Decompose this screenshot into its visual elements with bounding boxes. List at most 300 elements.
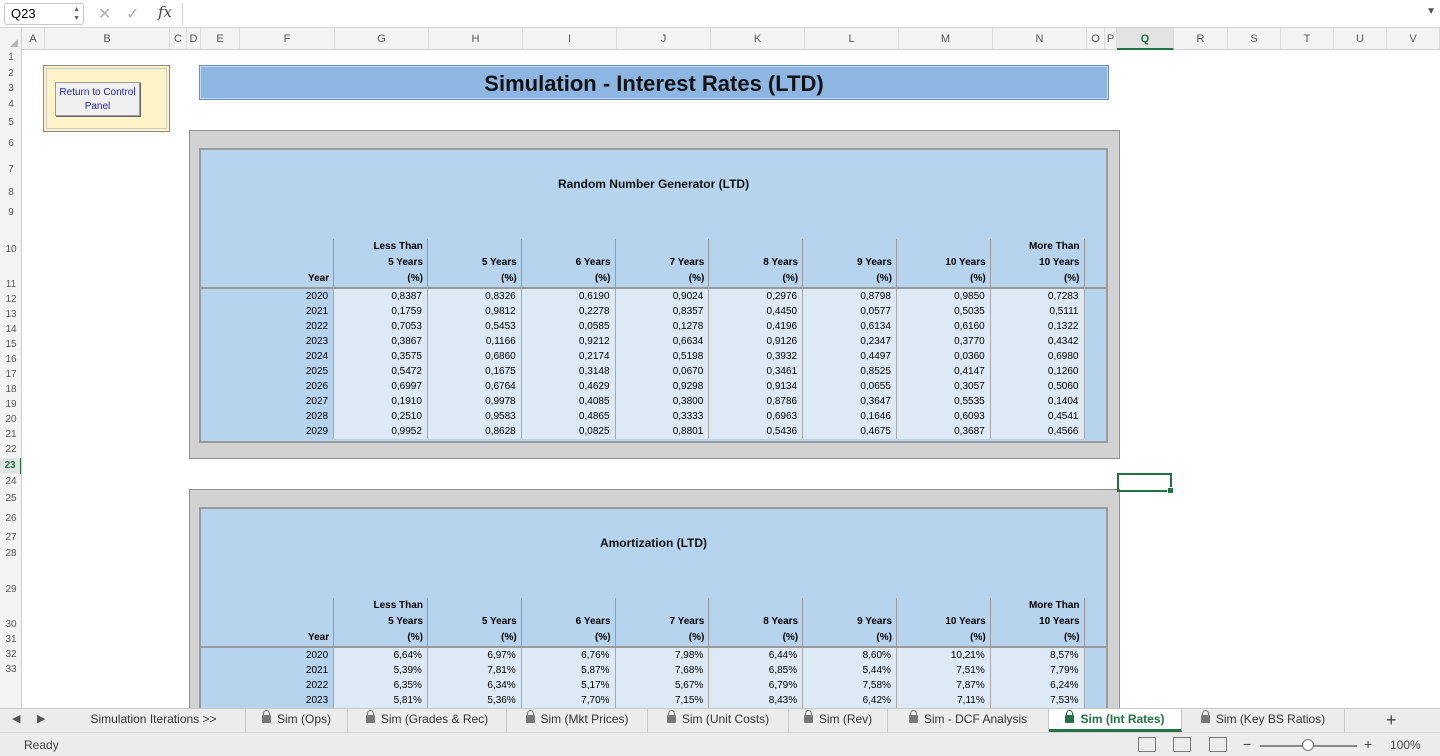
sheet-tab-label: Sim (Ops) (277, 712, 331, 726)
table-column-header (709, 598, 803, 647)
value-cell[interactable]: 6,42% (803, 693, 897, 708)
header-line: 10 Years (1039, 257, 1080, 268)
value-cell[interactable]: 0,0670 (615, 364, 709, 379)
table-column-header (709, 239, 803, 288)
value-cell[interactable]: 7,11% (896, 693, 990, 708)
value-cell[interactable]: 6,44% (709, 647, 803, 663)
year-cell[interactable]: 2021 (201, 663, 334, 678)
row-header-3[interactable]: 3 (8, 83, 14, 94)
value-cell[interactable]: 0,8801 (615, 424, 709, 439)
header-line: (%) (1063, 632, 1080, 643)
row-header-27[interactable]: 27 (5, 532, 17, 543)
row-header-31[interactable]: 31 (5, 634, 17, 645)
value-cell[interactable]: 0,6134 (803, 319, 897, 334)
column-header-u[interactable]: U (1334, 28, 1387, 50)
value-cell[interactable]: 0,4147 (896, 364, 990, 379)
column-header-b[interactable]: B (45, 28, 170, 50)
row-header-25[interactable]: 25 (5, 493, 17, 504)
page-break-view-icon[interactable] (1209, 737, 1227, 752)
value-cell[interactable]: 7,79% (990, 663, 1084, 678)
value-cell[interactable]: 7,53% (990, 693, 1084, 708)
table-edge (1084, 288, 1106, 304)
year-cell[interactable]: 2025 (201, 364, 334, 379)
row-header-4[interactable]: 4 (8, 99, 14, 110)
sheet-tab-7[interactable] (888, 709, 1049, 732)
value-cell[interactable]: 0,5198 (615, 349, 709, 364)
row-header-11[interactable]: 11 (5, 279, 17, 290)
lock-icon (366, 715, 375, 723)
table-edge (1084, 663, 1106, 678)
value-cell[interactable]: 0,6764 (427, 379, 521, 394)
table-row (201, 319, 1106, 334)
value-cell[interactable]: 0,4566 (990, 424, 1084, 439)
row-header-15[interactable]: 15 (5, 339, 17, 350)
table-row (201, 424, 1106, 439)
value-cell[interactable]: 0,1910 (334, 394, 428, 409)
lock-icon (262, 715, 271, 723)
header-line: (%) (876, 632, 892, 643)
row-header-14[interactable]: 14 (5, 324, 17, 335)
formula-input[interactable] (182, 3, 1432, 25)
value-cell[interactable]: 7,51% (896, 663, 990, 678)
sheet-tab-3[interactable] (348, 709, 507, 732)
value-cell[interactable]: 0,4629 (521, 379, 615, 394)
table-row (201, 663, 1106, 678)
row-headers (0, 50, 22, 708)
sheet-tab-bar (0, 708, 1440, 732)
value-cell[interactable]: 0,6860 (427, 349, 521, 364)
normal-view-icon[interactable] (1138, 737, 1156, 752)
value-cell[interactable]: 6,34% (427, 678, 521, 693)
table-column-header (615, 239, 709, 288)
year-cell[interactable]: 2020 (201, 647, 334, 663)
sheet-tab-9[interactable] (1182, 709, 1345, 732)
value-cell[interactable]: 7,15% (615, 693, 709, 708)
value-cell[interactable]: 0,9298 (615, 379, 709, 394)
value-cell[interactable]: 0,1404 (990, 394, 1084, 409)
table-row (201, 288, 1106, 304)
column-header-a[interactable]: A (22, 28, 45, 50)
value-cell[interactable]: 5,87% (521, 663, 615, 678)
row-header-18[interactable]: 18 (5, 384, 17, 395)
amort-panel (189, 489, 1120, 719)
value-cell[interactable]: 8,60% (803, 647, 897, 663)
table-row (201, 334, 1106, 349)
header-line: More Than (1028, 600, 1080, 611)
value-cell[interactable]: 0,3575 (334, 349, 428, 364)
value-cell[interactable]: 6,85% (709, 663, 803, 678)
select-all-corner[interactable] (0, 28, 22, 50)
value-cell[interactable]: 0,4196 (709, 319, 803, 334)
value-cell[interactable]: 0,6093 (896, 409, 990, 424)
year-cell[interactable]: 2022 (201, 678, 334, 693)
header-line: 6 Years (575, 257, 611, 268)
sheet-tab-1[interactable] (62, 709, 246, 732)
value-cell[interactable]: 0,1675 (427, 364, 521, 379)
sheet-tab-label: Sim - DCF Analysis (923, 712, 1028, 726)
value-cell[interactable]: 6,97% (427, 647, 521, 663)
zoom-out-button[interactable]: − (1243, 736, 1252, 752)
column-header-d[interactable]: D (187, 28, 201, 50)
value-cell[interactable]: 0,4497 (803, 349, 897, 364)
page-layout-view-icon[interactable] (1173, 737, 1191, 752)
column-header-q[interactable]: Q (1117, 28, 1174, 50)
value-cell[interactable]: 0,6963 (709, 409, 803, 424)
value-cell[interactable]: 0,8387 (334, 288, 428, 304)
header-line: 9 Years (857, 257, 892, 268)
table-column-header (803, 598, 897, 647)
value-cell[interactable]: 0,0825 (521, 424, 615, 439)
lock-icon (1201, 715, 1210, 723)
row-header-17[interactable]: 17 (5, 369, 17, 380)
year-cell[interactable]: 2029 (201, 424, 334, 439)
value-cell[interactable]: 0,5472 (334, 364, 428, 379)
header-line: (%) (876, 273, 892, 284)
prev-sheet-icon[interactable]: ◀ (12, 713, 21, 725)
row-header-10[interactable]: 10 (5, 244, 17, 255)
value-cell[interactable]: 0,7053 (334, 319, 428, 334)
year-cell[interactable]: 2023 (201, 693, 334, 708)
value-cell[interactable]: 0,3333 (615, 409, 709, 424)
header-line: 9 Years (857, 616, 892, 627)
year-cell[interactable]: 2022 (201, 319, 334, 334)
value-cell[interactable]: 5,17% (521, 678, 615, 693)
header-line: Year (308, 632, 330, 643)
row-header-16[interactable]: 16 (5, 354, 17, 365)
header-line: 10 Years (945, 257, 986, 268)
header-line: More Than (1028, 241, 1080, 252)
column-header-g[interactable]: G (335, 28, 429, 50)
return-to-control-panel-button[interactable]: Return to Control Panel (55, 82, 140, 116)
year-cell[interactable]: 2020 (201, 288, 334, 304)
value-cell[interactable]: 0,5535 (896, 394, 990, 409)
sheet-tab-label: Sim (Rev) (818, 712, 873, 726)
value-cell[interactable]: 0,6190 (521, 288, 615, 304)
row-header-1[interactable]: 1 (8, 52, 14, 63)
table-edge (1084, 379, 1106, 394)
year-cell[interactable]: 2028 (201, 409, 334, 424)
value-cell[interactable]: 0,3461 (709, 364, 803, 379)
header-line: 8 Years (763, 616, 799, 627)
table-column-header (201, 598, 334, 647)
value-cell[interactable]: 6,35% (334, 678, 428, 693)
zoom-in-button[interactable]: + (1364, 736, 1373, 752)
value-cell[interactable]: 0,9850 (896, 288, 990, 304)
value-cell[interactable]: 0,0577 (803, 304, 897, 319)
year-cell[interactable]: 2026 (201, 379, 334, 394)
value-cell[interactable]: 0,2278 (521, 304, 615, 319)
header-line: 5 Years (481, 257, 517, 268)
value-cell[interactable]: 0,4675 (803, 424, 897, 439)
name-box[interactable] (4, 3, 84, 25)
sheet-tab-label: Sim (Unit Costs) (681, 712, 770, 726)
zoom-slider-thumb[interactable] (1302, 739, 1314, 751)
value-cell[interactable]: 5,36% (427, 693, 521, 708)
value-cell[interactable]: 0,1759 (334, 304, 428, 319)
value-cell[interactable]: 0,2510 (334, 409, 428, 424)
value-cell[interactable]: 0,4342 (990, 334, 1084, 349)
sheet-tab-label: Sim (Key BS Ratios) (1215, 712, 1326, 726)
value-cell[interactable]: 0,9126 (709, 334, 803, 349)
table-column-header (896, 239, 990, 288)
value-cell[interactable]: 0,2976 (709, 288, 803, 304)
value-cell[interactable]: 0,1322 (990, 319, 1084, 334)
row-header-26[interactable]: 26 (5, 513, 17, 524)
value-cell[interactable]: 5,81% (334, 693, 428, 708)
value-cell[interactable]: 0,0585 (521, 319, 615, 334)
row-header-19[interactable]: 19 (5, 399, 17, 410)
value-cell[interactable]: 6,79% (709, 678, 803, 693)
value-cell[interactable]: 5,44% (803, 663, 897, 678)
sheet-tab-label: Simulation Iterations >> (90, 712, 217, 726)
row-header-33[interactable]: 33 (5, 664, 17, 675)
column-header-t[interactable]: T (1281, 28, 1334, 50)
name-box-value: Q23 (11, 6, 36, 21)
value-cell[interactable]: 0,9978 (427, 394, 521, 409)
year-cell[interactable]: 2027 (201, 394, 334, 409)
value-cell[interactable]: 0,6980 (990, 349, 1084, 364)
value-cell[interactable]: 8,43% (709, 693, 803, 708)
sheet-tab-6[interactable] (789, 709, 888, 732)
value-cell[interactable]: 10,21% (896, 647, 990, 663)
value-cell[interactable]: 0,9812 (427, 304, 521, 319)
value-cell[interactable]: 0,5436 (709, 424, 803, 439)
value-cell[interactable]: 0,9212 (521, 334, 615, 349)
table-header-row (201, 239, 1106, 288)
zoom-level: 100% (1390, 738, 1421, 752)
column-header-r[interactable]: R (1174, 28, 1228, 50)
table-edge (1084, 304, 1106, 319)
year-cell[interactable]: 2023 (201, 334, 334, 349)
header-line: 10 Years (1039, 616, 1080, 627)
row-header-13[interactable]: 13 (5, 309, 17, 320)
value-cell[interactable]: 0,5453 (427, 319, 521, 334)
value-cell[interactable]: 0,8326 (427, 288, 521, 304)
value-cell[interactable]: 0,3770 (896, 334, 990, 349)
row-header-9[interactable]: 9 (8, 207, 14, 218)
value-cell[interactable]: 8,57% (990, 647, 1084, 663)
value-cell[interactable]: 0,6997 (334, 379, 428, 394)
lock-icon (909, 715, 918, 723)
value-cell[interactable]: 0,5035 (896, 304, 990, 319)
value-cell[interactable]: 0,1260 (990, 364, 1084, 379)
header-line: 7 Years (669, 616, 705, 627)
sheet-tab-5[interactable] (648, 709, 789, 732)
header-line: 5 Years (388, 616, 423, 627)
value-cell[interactable]: 0,3687 (896, 424, 990, 439)
value-cell[interactable]: 0,1278 (615, 319, 709, 334)
cancel-icon[interactable]: ✕ (98, 6, 112, 23)
rng-panel-inner (199, 148, 1108, 443)
column-header-k[interactable]: K (711, 28, 805, 50)
column-header-e[interactable]: E (201, 28, 240, 50)
year-cell[interactable]: 2024 (201, 349, 334, 364)
sheet-tab-label: Sim (Grades & Rec) (380, 712, 489, 726)
sheet-tab-8[interactable] (1049, 709, 1182, 732)
add-sheet-button[interactable]: + (1386, 710, 1397, 730)
value-cell[interactable]: 0,5111 (990, 304, 1084, 319)
value-cell[interactable]: 0,8786 (709, 394, 803, 409)
column-header-c[interactable]: C (170, 28, 187, 50)
page-title: Simulation - Interest Rates (LTD) (484, 71, 824, 96)
column-header-l[interactable]: L (805, 28, 899, 50)
column-header-f[interactable]: F (240, 28, 335, 50)
table-row (201, 693, 1106, 708)
table-edge (1084, 409, 1106, 424)
value-cell[interactable]: 0,3057 (896, 379, 990, 394)
value-cell[interactable]: 0,8357 (615, 304, 709, 319)
value-cell[interactable]: 7,68% (615, 663, 709, 678)
table-edge (1084, 647, 1106, 663)
header-line: (%) (407, 273, 423, 284)
table-row (201, 647, 1106, 663)
table-column-header (201, 239, 334, 288)
value-cell[interactable]: 0,9024 (615, 288, 709, 304)
value-cell[interactable]: 0,1646 (803, 409, 897, 424)
row-header-8[interactable]: 8 (8, 187, 14, 198)
row-header-32[interactable]: 32 (5, 649, 17, 660)
header-line: 10 Years (945, 616, 986, 627)
value-cell[interactable]: 0,8525 (803, 364, 897, 379)
header-line: (%) (970, 632, 986, 643)
row-header-29[interactable]: 29 (5, 584, 17, 595)
header-line: (%) (407, 632, 423, 643)
page-title-banner (199, 65, 1109, 100)
table-column-header (521, 239, 615, 288)
value-cell[interactable]: 0,7283 (990, 288, 1084, 304)
value-cell[interactable]: 5,39% (334, 663, 428, 678)
rng-table (201, 239, 1106, 439)
header-line: (%) (782, 273, 799, 284)
column-header-i[interactable]: I (523, 28, 617, 50)
value-cell[interactable]: 7,98% (615, 647, 709, 663)
row-header-2[interactable]: 2 (8, 68, 14, 79)
value-cell[interactable]: 0,0360 (896, 349, 990, 364)
row-header-7[interactable]: 7 (8, 164, 14, 175)
table-column-header (803, 239, 897, 288)
insert-function-icon[interactable]: fx (158, 3, 173, 21)
value-cell[interactable]: 0,3800 (615, 394, 709, 409)
value-cell[interactable]: 0,4865 (521, 409, 615, 424)
header-line: Year (307, 273, 330, 284)
column-headers (0, 28, 1440, 50)
value-cell[interactable]: 0,3148 (521, 364, 615, 379)
column-header-s[interactable]: S (1228, 28, 1281, 50)
row-header-20[interactable]: 20 (5, 414, 17, 425)
row-header-5[interactable]: 5 (8, 117, 14, 128)
next-sheet-icon[interactable]: ▶ (37, 713, 46, 725)
value-cell[interactable]: 0,3867 (334, 334, 428, 349)
header-line: 8 Years (763, 257, 799, 268)
value-cell[interactable]: 0,2174 (521, 349, 615, 364)
lock-icon (804, 715, 813, 723)
row-header-23[interactable]: 23 (0, 458, 22, 474)
column-header-v[interactable]: V (1387, 28, 1440, 50)
sheet-tab-4[interactable] (507, 709, 648, 732)
table-column-header (615, 598, 709, 647)
column-header-n[interactable]: N (993, 28, 1087, 50)
row-header-30[interactable]: 30 (5, 619, 17, 630)
value-cell[interactable]: 7,58% (803, 678, 897, 693)
column-header-o[interactable]: O (1087, 28, 1105, 50)
column-header-p[interactable]: P (1105, 28, 1117, 50)
column-header-j[interactable]: J (617, 28, 711, 50)
value-cell[interactable]: 5,67% (615, 678, 709, 693)
column-header-m[interactable]: M (899, 28, 993, 50)
amort-table-title: Amortization (LTD) (599, 536, 708, 550)
name-box-spinner-icon[interactable]: ▲ ▼ (73, 6, 80, 22)
table-edge (1084, 239, 1106, 288)
amort-table (201, 598, 1106, 708)
value-cell[interactable]: 0,2347 (803, 334, 897, 349)
enter-icon[interactable]: ✓ (126, 6, 140, 23)
value-cell[interactable]: 7,87% (896, 678, 990, 693)
value-cell[interactable]: 6,76% (521, 647, 615, 663)
table-edge (1084, 319, 1106, 334)
value-cell[interactable]: 0,9134 (709, 379, 803, 394)
value-cell[interactable]: 6,64% (334, 647, 428, 663)
value-cell[interactable]: 0,5060 (990, 379, 1084, 394)
sheet-tab-2[interactable] (246, 709, 348, 732)
header-line: (%) (594, 273, 611, 284)
amort-panel-inner (199, 507, 1108, 737)
table-row (201, 394, 1106, 409)
value-cell[interactable]: 6,24% (990, 678, 1084, 693)
table-edge (1084, 424, 1106, 439)
table-edge (1084, 678, 1106, 693)
status-bar (0, 732, 1440, 756)
status-text: Ready (24, 738, 59, 752)
row-header-24[interactable]: 24 (5, 476, 17, 487)
header-line: 5 Years (481, 616, 517, 627)
formula-bar (0, 0, 1440, 28)
row-header-28[interactable]: 28 (5, 548, 17, 559)
row-header-21[interactable]: 21 (5, 429, 17, 440)
row-header-22[interactable]: 22 (5, 444, 17, 455)
value-cell[interactable]: 0,4450 (709, 304, 803, 319)
value-cell[interactable]: 0,4541 (990, 409, 1084, 424)
row-header-12[interactable]: 12 (5, 294, 17, 305)
value-cell[interactable]: 0,9952 (334, 424, 428, 439)
table-column-header (990, 239, 1084, 288)
value-cell[interactable]: 0,6160 (896, 319, 990, 334)
sheet-tab-label: Sim (Int Rates) (1080, 712, 1165, 726)
selected-cell-q23[interactable] (1117, 473, 1172, 492)
value-cell[interactable]: 0,0655 (803, 379, 897, 394)
value-cell[interactable]: 0,1166 (427, 334, 521, 349)
table-edge (1084, 598, 1106, 647)
row-header-6[interactable]: 6 (8, 138, 14, 149)
value-cell[interactable]: 0,8628 (427, 424, 521, 439)
table-row (201, 349, 1106, 364)
table-edge (1084, 693, 1106, 708)
expand-formula-bar-icon[interactable]: ▼ (1426, 6, 1436, 17)
value-cell[interactable]: 7,70% (521, 693, 615, 708)
value-cell[interactable]: 0,3932 (709, 349, 803, 364)
column-header-h[interactable]: H (429, 28, 523, 50)
year-cell[interactable]: 2021 (201, 304, 334, 319)
value-cell[interactable]: 0,3647 (803, 394, 897, 409)
value-cell[interactable]: 0,8798 (803, 288, 897, 304)
table-column-header (427, 239, 521, 288)
value-cell[interactable]: 0,6634 (615, 334, 709, 349)
value-cell[interactable]: 0,9583 (427, 409, 521, 424)
rng-table-title: Random Number Generator (LTD) (557, 177, 750, 191)
value-cell[interactable]: 7,81% (427, 663, 521, 678)
table-column-header (334, 598, 428, 647)
table-header-row (201, 598, 1106, 647)
value-cell[interactable]: 0,4085 (521, 394, 615, 409)
